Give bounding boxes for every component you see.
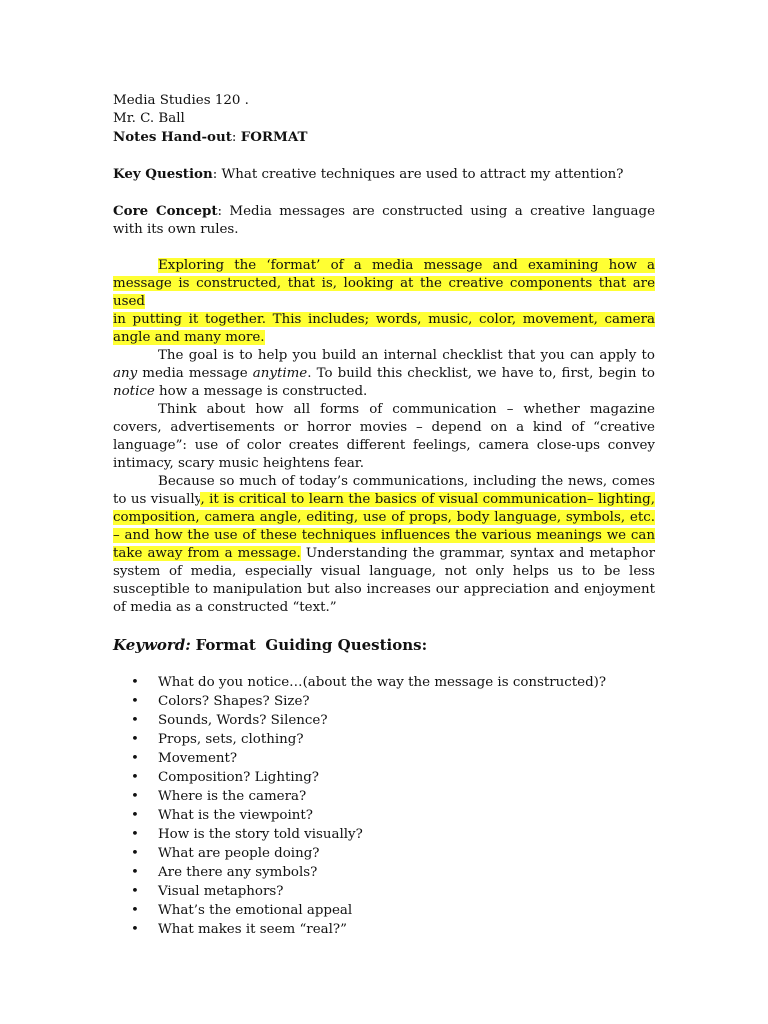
teacher-name: Mr. C. Ball	[113, 111, 185, 126]
list-item	[113, 749, 655, 768]
question-text: What are people doing?	[158, 846, 320, 861]
keyword-label: Keyword:	[113, 636, 191, 654]
key-question	[113, 165, 655, 184]
list-item	[113, 920, 655, 939]
paragraph-checklist	[113, 347, 655, 401]
bullet-icon: •	[131, 903, 139, 918]
guiding-questions-list	[113, 673, 655, 939]
course-title: Media Studies 120 .	[113, 93, 249, 108]
highlight-format-components: in putting it together. This includes; words, music, color, movement, camera angle and many more.	[113, 312, 655, 345]
list-item	[113, 730, 655, 749]
core-concept	[113, 202, 655, 239]
bullet-icon: •	[131, 770, 139, 785]
list-item	[113, 806, 655, 825]
highlight-format-intro: Exploring the ‘format’ of a media message and examining how a message is constructed, that is, looking at the creative components that are used	[113, 258, 655, 309]
key-question-separator: :	[212, 167, 222, 182]
list-item	[113, 901, 655, 920]
bullet-icon: •	[131, 865, 139, 880]
emphasis-anytime: anytime	[252, 366, 308, 381]
checklist-text-3: . To build this checklist, we have to, first, begin to	[307, 366, 655, 381]
bullet-icon: •	[131, 884, 139, 899]
core-concept-label: Core Concept	[113, 203, 218, 219]
handout-separator: :	[231, 130, 241, 145]
checklist-text-4: how a message is constructed.	[154, 384, 368, 399]
core-concept-separator: :	[217, 204, 230, 219]
paragraph-creative-language: Think about how all forms of communication – whether magazine covers, advertisements or horror movies – depend on a kind of “creative language”: use of color creates different feelings, camera close-ups convey intimacy, scary music heightens fear.	[113, 402, 655, 471]
list-item	[113, 692, 655, 711]
bullet-icon: •	[131, 922, 139, 937]
keyword-format: Format	[195, 636, 256, 654]
handout-page	[113, 92, 655, 939]
bullet-icon: •	[131, 751, 139, 766]
list-item	[113, 882, 655, 901]
paragraph-visual-communication	[113, 473, 655, 617]
question-text: What makes it seem “real?”	[158, 922, 347, 937]
handout-topic: FORMAT	[240, 129, 308, 145]
bullet-icon: •	[131, 732, 139, 747]
bullet-icon: •	[131, 713, 139, 728]
list-item	[113, 787, 655, 806]
spacer	[113, 147, 655, 165]
list-item	[113, 768, 655, 787]
handout-label: Notes Hand-out	[113, 129, 232, 145]
question-text: Sounds, Words? Silence?	[158, 713, 328, 728]
bullet-icon: •	[131, 789, 139, 804]
guiding-questions-heading	[113, 635, 655, 655]
checklist-text-2: media message	[137, 366, 253, 381]
highlight-visual-basics: , it is critical to learn the basics of visual communication– lighting, composition, camera angle, editing, use of props, body language, symbols, etc. – and how the use of these techniques influences the various meanings we can take away from a message.	[113, 492, 655, 561]
bullet-icon: •	[131, 808, 139, 823]
question-text: Colors? Shapes? Size?	[158, 694, 310, 709]
paragraph-format-intro-cont	[113, 311, 655, 347]
question-text: Movement?	[158, 751, 238, 766]
guiding-questions-colon: :	[421, 636, 428, 654]
question-text: Where is the camera?	[158, 789, 307, 804]
visual-text-2: Understanding the grammar, syntax and metaphor system of media, especially visual language, not only helps us to be less susceptible to manipulation but also increases our appreciation and enjoyment of media as a constructed “text.”	[113, 546, 656, 615]
paragraph-format-intro	[113, 257, 655, 311]
visual-text-1: Because so much of today’s communications, including the news, comes to us visually	[113, 474, 655, 507]
question-text: What do you notice…(about the way the message is constructed)?	[158, 675, 607, 690]
core-concept-text: Media messages are constructed using a creative language with its own rules.	[113, 204, 655, 237]
bullet-icon: •	[131, 846, 139, 861]
bullet-icon: •	[131, 694, 139, 709]
key-question-text: What creative techniques are used to attract my attention?	[221, 167, 624, 182]
question-text: Visual metaphors?	[158, 884, 284, 899]
question-text: What is the viewpoint?	[158, 808, 313, 823]
spacer	[113, 184, 655, 202]
question-text: Are there any symbols?	[158, 865, 318, 880]
question-text: What’s the emotional appeal	[158, 903, 353, 918]
handout-title	[113, 128, 655, 147]
question-text: Props, sets, clothing?	[158, 732, 304, 747]
list-item	[113, 673, 655, 692]
bullet-icon: •	[131, 827, 139, 842]
guiding-questions-title: Guiding Questions	[265, 636, 422, 654]
list-item	[113, 825, 655, 844]
list-item	[113, 711, 655, 730]
key-question-label: Key Question	[113, 166, 213, 182]
list-item	[113, 844, 655, 863]
list-item	[113, 863, 655, 882]
spacer	[113, 239, 655, 257]
bullet-icon: •	[131, 675, 139, 690]
question-text: How is the story told visually?	[158, 827, 363, 842]
emphasis-any: any	[113, 366, 138, 381]
checklist-text-1: The goal is to help you build an internal checklist that you can apply to	[158, 348, 655, 363]
question-text: Composition? Lighting?	[158, 770, 319, 785]
emphasis-notice: notice	[113, 384, 155, 399]
